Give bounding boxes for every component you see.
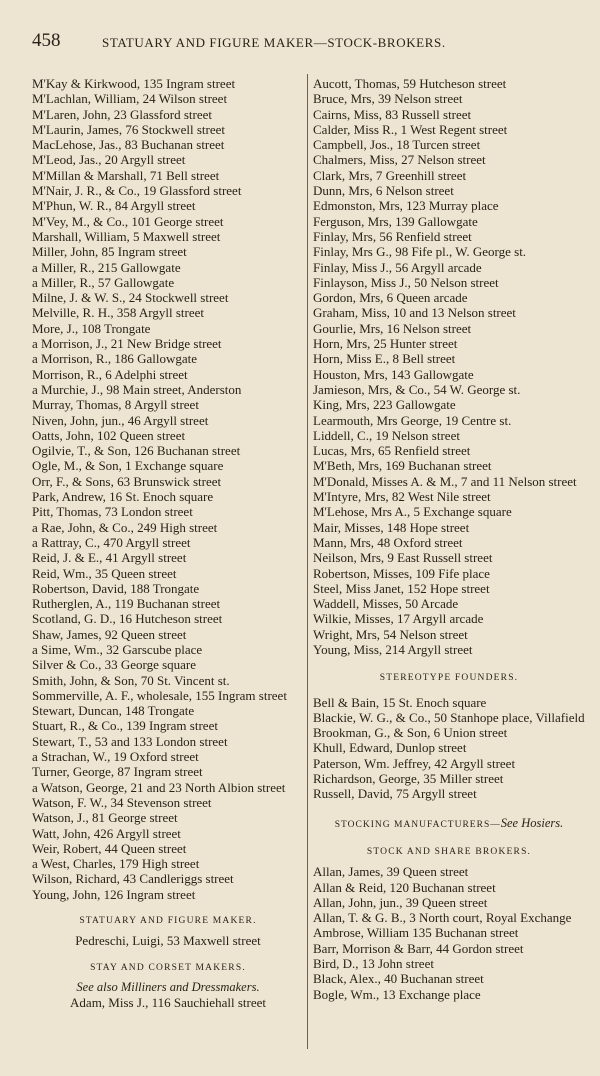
stay-heading: STAY AND CORSET MAKERS. <box>90 962 246 973</box>
directory-entry: Park, Andrew, 16 St. Enoch square <box>32 489 214 505</box>
directory-entry: Ambrose, William 135 Buchanan street <box>313 925 519 941</box>
directory-entry: Bogle, Wm., 13 Exchange place <box>313 986 481 1002</box>
directory-entry: Finlay, Mrs, 56 Renfield street <box>313 228 472 244</box>
stocking-heading <box>313 816 585 833</box>
directory-entry: Milne, J. & W. S., 24 Stockwell street <box>32 290 229 306</box>
directory-entry: Calder, Miss R., 1 West Regent street <box>313 121 508 137</box>
directory-entry: M'Vey, M., & Co., 101 George street <box>32 213 224 229</box>
stay-see-also: See also Milliners and Dressmakers. <box>76 979 260 994</box>
directory-entry: Oatts, John, 102 Queen street <box>32 427 186 443</box>
page-header <box>0 30 600 54</box>
directory-entry: Neilson, Mrs, 9 East Russell street <box>313 550 493 566</box>
directory-entry: Barr, Morrison & Barr, 44 Gordon street <box>313 940 524 956</box>
directory-entry: Shaw, James, 92 Queen street <box>32 626 187 642</box>
stocking-see: See Hosiers. <box>500 815 564 830</box>
directory-entry: Orr, F., & Sons, 63 Brunswick street <box>32 473 222 489</box>
directory-entry: Graham, Miss, 10 and 13 Nelson street <box>313 305 516 321</box>
directory-entry: Watson, F. W., 34 Stevenson street <box>32 794 212 810</box>
directory-entry: M'Laren, John, 23 Glassford street <box>32 106 212 122</box>
directory-entry: M'Lachlan, William, 24 Wilson street <box>32 91 228 107</box>
directory-entry: Sommerville, A. F., wholesale, 155 Ingram street <box>32 687 287 703</box>
directory-entry: Watson, J., 81 George street <box>32 810 178 826</box>
directory-entry: a Morrison, R., 186 Gallowgate <box>32 351 198 367</box>
directory-entry: Bell & Bain, 15 St. Enoch square <box>313 694 487 710</box>
directory-entry: M'Phun, W. R., 84 Argyll street <box>32 198 196 214</box>
running-title: STATUARY AND FIGURE MAKER—STOCK-BROKERS. <box>102 35 446 50</box>
directory-entry: MacLehose, Jas., 83 Buchanan street <box>32 137 225 153</box>
directory-entry: a Strachan, W., 19 Oxford street <box>32 749 199 765</box>
directory-entry: Chalmers, Miss, 27 Nelson street <box>313 152 486 168</box>
directory-entry: Ferguson, Mrs, 139 Gallowgate <box>313 213 478 229</box>
directory-entry: Mair, Misses, 148 Hope street <box>313 519 470 535</box>
directory-entry: Smith, John, & Son, 70 St. Vincent st. <box>32 672 230 688</box>
directory-entry: Paterson, Wm. Jeffrey, 42 Argyll street <box>313 755 516 771</box>
directory-entry: Horn, Miss E., 8 Bell street <box>313 351 456 367</box>
directory-entry: Liddell, C., 19 Nelson street <box>313 427 460 443</box>
directory-entry: M'Nair, J. R., & Co., 19 Glassford street <box>32 183 242 199</box>
directory-entry: Marshall, William, 5 Maxwell street <box>32 228 221 244</box>
directory-entry: a Morrison, J., 21 New Bridge street <box>32 336 222 352</box>
directory-entry: Houston, Mrs, 143 Gallowgate <box>313 366 474 382</box>
directory-entry: Bird, D., 13 John street <box>313 956 434 972</box>
directory-entry: Miller, John, 85 Ingram street <box>32 244 187 260</box>
directory-entry: M'Beth, Mrs, 169 Buchanan street <box>313 458 492 474</box>
column-divider <box>307 74 308 1049</box>
directory-entry: Lucas, Mrs, 65 Renfield street <box>313 443 471 459</box>
directory-entry: M'Kay & Kirkwood, 135 Ingram street <box>32 76 236 91</box>
directory-entry: Robertson, David, 188 Trongate <box>32 580 200 596</box>
directory-entry: M'Intyre, Mrs, 82 West Nile street <box>313 489 491 505</box>
directory-entry: Wilson, Richard, 43 Candleriggs street <box>32 871 234 887</box>
page-number: 458 <box>32 30 61 51</box>
directory-entry: Mann, Mrs, 48 Oxford street <box>313 534 463 550</box>
directory-entry: Clark, Mrs, 7 Greenhill street <box>313 167 467 183</box>
directory-entry: Dunn, Mrs, 6 Nelson street <box>313 183 454 199</box>
stock-heading: STOCK AND SHARE BROKERS. <box>366 846 532 857</box>
directory-entry: Young, John, 126 Ingram street <box>32 886 196 902</box>
directory-entry: King, Mrs, 223 Gallowgate <box>313 397 456 413</box>
directory-entry: Steel, Miss Janet, 152 Hope street <box>313 580 490 596</box>
directory-entry: Edmonston, Mrs, 123 Murray place <box>313 198 499 214</box>
directory-entry: Allan, T. & G. B., 3 North court, Royal Exchange <box>313 910 572 926</box>
directory-entry: Ogilvie, T., & Son, 126 Buchanan street <box>32 443 241 459</box>
directory-entry: M'Lehose, Mrs A., 5 Exchange square <box>313 504 512 520</box>
directory-entry: Horn, Mrs, 25 Hunter street <box>313 336 458 352</box>
stock-entries <box>313 864 585 1002</box>
directory-entry: More, J., 108 Trongate <box>32 320 151 336</box>
directory-entry: Brookman, G., & Son, 6 Union street <box>313 725 508 741</box>
directory-entry: Khull, Edward, Dunlop street <box>313 740 467 756</box>
directory-entry: Niven, John, jun., 46 Argyll street <box>32 412 209 428</box>
directory-entry: Ogle, M., & Son, 1 Exchange square <box>32 458 224 474</box>
right-column <box>313 76 585 1002</box>
directory-entry: a Murchie, J., 98 Main street, Anderston <box>32 381 242 397</box>
directory-entry: Reid, J. & E., 41 Argyll street <box>32 550 187 566</box>
directory-entry: Allan, James, 39 Queen street <box>313 864 469 880</box>
directory-entry: Campbell, Jos., 18 Turcen street <box>313 137 481 153</box>
stereotype-entries <box>313 695 585 802</box>
directory-entry: Wilkie, Misses, 17 Argyll arcade <box>313 611 484 627</box>
stereotype-heading: STEREOTYPE FOUNDERS. <box>379 673 519 684</box>
directory-entry: Learmouth, Mrs George, 19 Centre st. <box>313 412 512 428</box>
directory-entry: a Rattray, C., 470 Argyll street <box>32 534 191 550</box>
right-entries <box>313 76 585 657</box>
directory-entry: a Sime, Wm., 32 Garscube place <box>32 641 203 657</box>
directory-entry: Finlay, Mrs G., 98 Fife pl., W. George st. <box>313 244 527 260</box>
directory-entry: M'Leod, Jas., 20 Argyll street <box>32 152 186 168</box>
directory-entry: Weir, Robert, 44 Queen street <box>32 840 187 856</box>
directory-entry: Waddell, Misses, 50 Arcade <box>313 596 459 612</box>
directory-entry: Pedreschi, Luigi, 53 Maxwell street <box>75 933 261 949</box>
directory-entry: Young, Miss, 214 Argyll street <box>313 641 473 657</box>
directory-entry: Melville, R. H., 358 Argyll street <box>32 305 204 321</box>
directory-entry: a Miller, R., 57 Gallowgate <box>32 274 175 290</box>
directory-entry: Murray, Thomas, 8 Argyll street <box>32 397 199 413</box>
directory-entry: Allan, John, jun., 39 Queen street <box>313 894 488 910</box>
directory-entry: Aucott, Thomas, 59 Hutcheson street <box>313 76 507 91</box>
directory-entry: Stuart, R., & Co., 139 Ingram street <box>32 718 218 734</box>
statuary-entries <box>32 933 304 948</box>
directory-entry: a Miller, R., 215 Gallowgate <box>32 259 181 275</box>
directory-entry: M'Donald, Misses A. & M., 7 and 11 Nelson street <box>313 473 577 489</box>
directory-entry: Black, Alex., 40 Buchanan street <box>313 971 484 987</box>
directory-entry: Morrison, R., 6 Adelphi street <box>32 366 188 382</box>
directory-entry: Robertson, Misses, 109 Fife place <box>313 565 490 581</box>
directory-entry: Allan & Reid, 120 Buchanan street <box>313 879 496 895</box>
directory-entry: Stewart, T., 53 and 133 London street <box>32 733 228 749</box>
directory-entry: Wright, Mrs, 54 Nelson street <box>313 626 468 642</box>
directory-entry: Reid, Wm., 35 Queen street <box>32 565 177 581</box>
left-column <box>32 76 304 1011</box>
directory-entry: Watt, John, 426 Argyll street <box>32 825 181 841</box>
directory-entry: a Watson, George, 21 and 23 North Albion street <box>32 779 286 795</box>
directory-entry: Stewart, Duncan, 148 Trongate <box>32 703 195 719</box>
stay-entries <box>32 995 304 1010</box>
directory-entry: Gourlie, Mrs, 16 Nelson street <box>313 320 472 336</box>
directory-entry: Richardson, George, 35 Miller street <box>313 771 504 787</box>
directory-entry: Rutherglen, A., 119 Buchanan street <box>32 596 221 612</box>
directory-entry: a West, Charles, 179 High street <box>32 856 200 872</box>
directory-entry: a Rae, John, & Co., 249 High street <box>32 519 218 535</box>
directory-entry: Finlayson, Miss J., 50 Nelson street <box>313 274 499 290</box>
directory-entry: Finlay, Miss J., 56 Argyll arcade <box>313 259 482 275</box>
directory-entry: Turner, George, 87 Ingram street <box>32 764 203 780</box>
directory-entry: Blackie, W. G., & Co., 50 Stanhope place, Villafield <box>313 709 585 725</box>
directory-entry: Cairns, Miss, 83 Russell street <box>313 106 472 122</box>
directory-entry: Gordon, Mrs, 6 Queen arcade <box>313 290 468 306</box>
directory-entry: Scotland, G. D., 16 Hutcheson street <box>32 611 223 627</box>
directory-entry: Jamieson, Mrs, & Co., 54 W. George st. <box>313 381 521 397</box>
directory-entry: Bruce, Mrs, 39 Nelson street <box>313 91 463 107</box>
directory-entry: Pitt, Thomas, 73 London street <box>32 504 193 520</box>
stocking-heading-text: STOCKING MANUFACTURERS— <box>334 819 501 830</box>
directory-entry: M'Millan & Marshall, 71 Bell street <box>32 167 220 183</box>
directory-entry: Silver & Co., 33 George square <box>32 657 197 673</box>
directory-entry: Russell, David, 75 Argyll street <box>313 786 477 802</box>
directory-entry: M'Laurin, James, 76 Stockwell street <box>32 121 225 137</box>
left-entries <box>32 76 304 902</box>
directory-entry: Adam, Miss J., 116 Sauchiehall street <box>70 995 266 1011</box>
statuary-heading: STATUARY AND FIGURE MAKER. <box>79 916 257 927</box>
